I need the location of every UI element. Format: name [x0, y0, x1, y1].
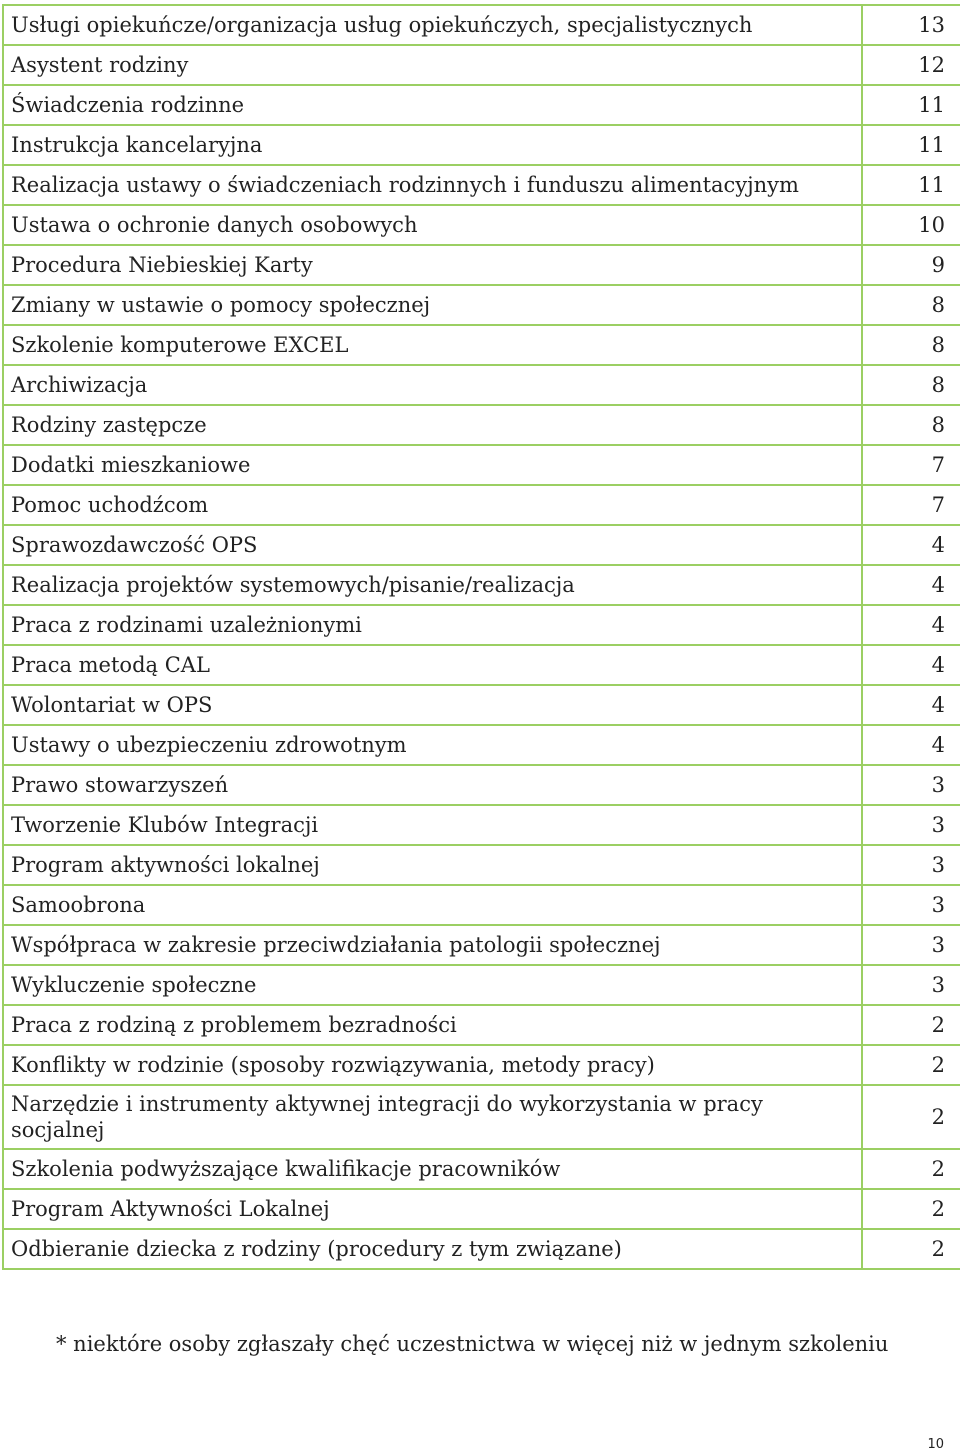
participant-count-cell: 8 [862, 325, 960, 365]
participant-count-cell: 4 [862, 725, 960, 765]
participant-count-cell: 10 [862, 205, 960, 245]
table-row [3, 325, 960, 365]
participant-count-cell: 4 [862, 645, 960, 685]
table-row [3, 765, 960, 805]
training-name-cell: Ustawy o ubezpieczeniu zdrowotnym [3, 725, 862, 765]
training-name-cell: Dodatki mieszkaniowe [3, 445, 862, 485]
training-name-cell: Usługi opiekuńcze/organizacja usług opiekuńczych, specjalistycznych [3, 5, 862, 45]
training-table-body [3, 5, 960, 1269]
training-name-cell: Współpraca w zakresie przeciwdziałania patologii społecznej [3, 925, 862, 965]
training-name-cell: Ustawa o ochronie danych osobowych [3, 205, 862, 245]
participant-count-cell: 11 [862, 165, 960, 205]
training-name-cell: Odbieranie dziecka z rodziny (procedury z tym związane) [3, 1229, 862, 1269]
table-row [3, 885, 960, 925]
participant-count-cell: 4 [862, 525, 960, 565]
table-row [3, 405, 960, 445]
table-row [3, 925, 960, 965]
table-row [3, 685, 960, 725]
participant-count-cell: 8 [862, 405, 960, 445]
participant-count-cell: 8 [862, 285, 960, 325]
table-row [3, 1189, 960, 1229]
training-name-cell: Szkolenie komputerowe EXCEL [3, 325, 862, 365]
participant-count-cell: 3 [862, 965, 960, 1005]
table-row [3, 165, 960, 205]
table-row [3, 565, 960, 605]
table-row [3, 485, 960, 525]
training-name-cell: Program Aktywności Lokalnej [3, 1189, 862, 1229]
training-name-cell: Realizacja projektów systemowych/pisanie/realizacja [3, 565, 862, 605]
participant-count-cell: 3 [862, 885, 960, 925]
participant-count-cell: 12 [862, 45, 960, 85]
table-row [3, 1045, 960, 1085]
training-name-cell: Wykluczenie społeczne [3, 965, 862, 1005]
participant-count-cell: 3 [862, 805, 960, 845]
participant-count-cell: 2 [862, 1189, 960, 1229]
participant-count-cell: 7 [862, 485, 960, 525]
table-row [3, 1005, 960, 1045]
training-name-cell: Sprawozdawczość OPS [3, 525, 862, 565]
training-name-cell: Pomoc uchodźcom [3, 485, 862, 525]
training-name-cell: Świadczenia rodzinne [3, 85, 862, 125]
training-name-cell: Praca z rodziną z problemem bezradności [3, 1005, 862, 1045]
training-name-cell: Asystent rodziny [3, 45, 862, 85]
training-name-cell: Tworzenie Klubów Integracji [3, 805, 862, 845]
participant-count-cell: 2 [862, 1085, 960, 1149]
training-name-cell: Rodziny zastępcze [3, 405, 862, 445]
participant-count-cell: 2 [862, 1229, 960, 1269]
participant-count-cell: 4 [862, 605, 960, 645]
training-table [2, 4, 960, 1270]
participant-count-cell: 2 [862, 1149, 960, 1189]
table-row [3, 965, 960, 1005]
training-name-cell: Instrukcja kancelaryjna [3, 125, 862, 165]
table-row [3, 1149, 960, 1189]
training-name-cell: Praca z rodzinami uzależnionymi [3, 605, 862, 645]
table-row [3, 245, 960, 285]
training-name-cell: Archiwizacja [3, 365, 862, 405]
table-row [3, 645, 960, 685]
table-row [3, 85, 960, 125]
table-row [3, 45, 960, 85]
table-row [3, 845, 960, 885]
table-row [3, 605, 960, 645]
training-name-cell: Praca metodą CAL [3, 645, 862, 685]
training-name-cell: Wolontariat w OPS [3, 685, 862, 725]
participant-count-cell: 2 [862, 1045, 960, 1085]
training-table-container [2, 4, 953, 1270]
participant-count-cell: 4 [862, 685, 960, 725]
table-row [3, 1229, 960, 1269]
participant-count-cell: 3 [862, 925, 960, 965]
participant-count-cell: 11 [862, 125, 960, 165]
table-row [3, 285, 960, 325]
table-row [3, 365, 960, 405]
table-row [3, 1085, 960, 1149]
training-name-cell: Procedura Niebieskiej Karty [3, 245, 862, 285]
training-name-cell: Konflikty w rodzinie (sposoby rozwiązywania, metody pracy) [3, 1045, 862, 1085]
participant-count-cell: 8 [862, 365, 960, 405]
training-name-cell: Realizacja ustawy o świadczeniach rodzinnych i funduszu alimentacyjnym [3, 165, 862, 205]
participant-count-cell: 9 [862, 245, 960, 285]
participant-count-cell: 2 [862, 1005, 960, 1045]
training-name-cell: Prawo stowarzyszeń [3, 765, 862, 805]
participant-count-cell: 3 [862, 765, 960, 805]
participant-count-cell: 3 [862, 845, 960, 885]
participant-count-cell: 11 [862, 85, 960, 125]
participant-count-cell: 4 [862, 565, 960, 605]
training-name-cell: Szkolenia podwyższające kwalifikacje pracowników [3, 1149, 862, 1189]
table-row [3, 445, 960, 485]
training-name-cell: Narzędzie i instrumenty aktywnej integracji do wykorzystania w pracy socjalnej [3, 1085, 862, 1149]
footnote: * niektóre osoby zgłaszały chęć uczestnictwa w więcej niż w jednym szkoleniu [56, 1332, 889, 1356]
participant-count-cell: 13 [862, 5, 960, 45]
training-name-cell: Program aktywności lokalnej [3, 845, 862, 885]
table-row [3, 525, 960, 565]
table-row [3, 5, 960, 45]
table-row [3, 725, 960, 765]
page-number: 10 [927, 1437, 944, 1452]
table-row [3, 805, 960, 845]
table-row [3, 205, 960, 245]
training-name-cell: Samoobrona [3, 885, 862, 925]
training-name-cell: Zmiany w ustawie o pomocy społecznej [3, 285, 862, 325]
participant-count-cell: 7 [862, 445, 960, 485]
table-row [3, 125, 960, 165]
